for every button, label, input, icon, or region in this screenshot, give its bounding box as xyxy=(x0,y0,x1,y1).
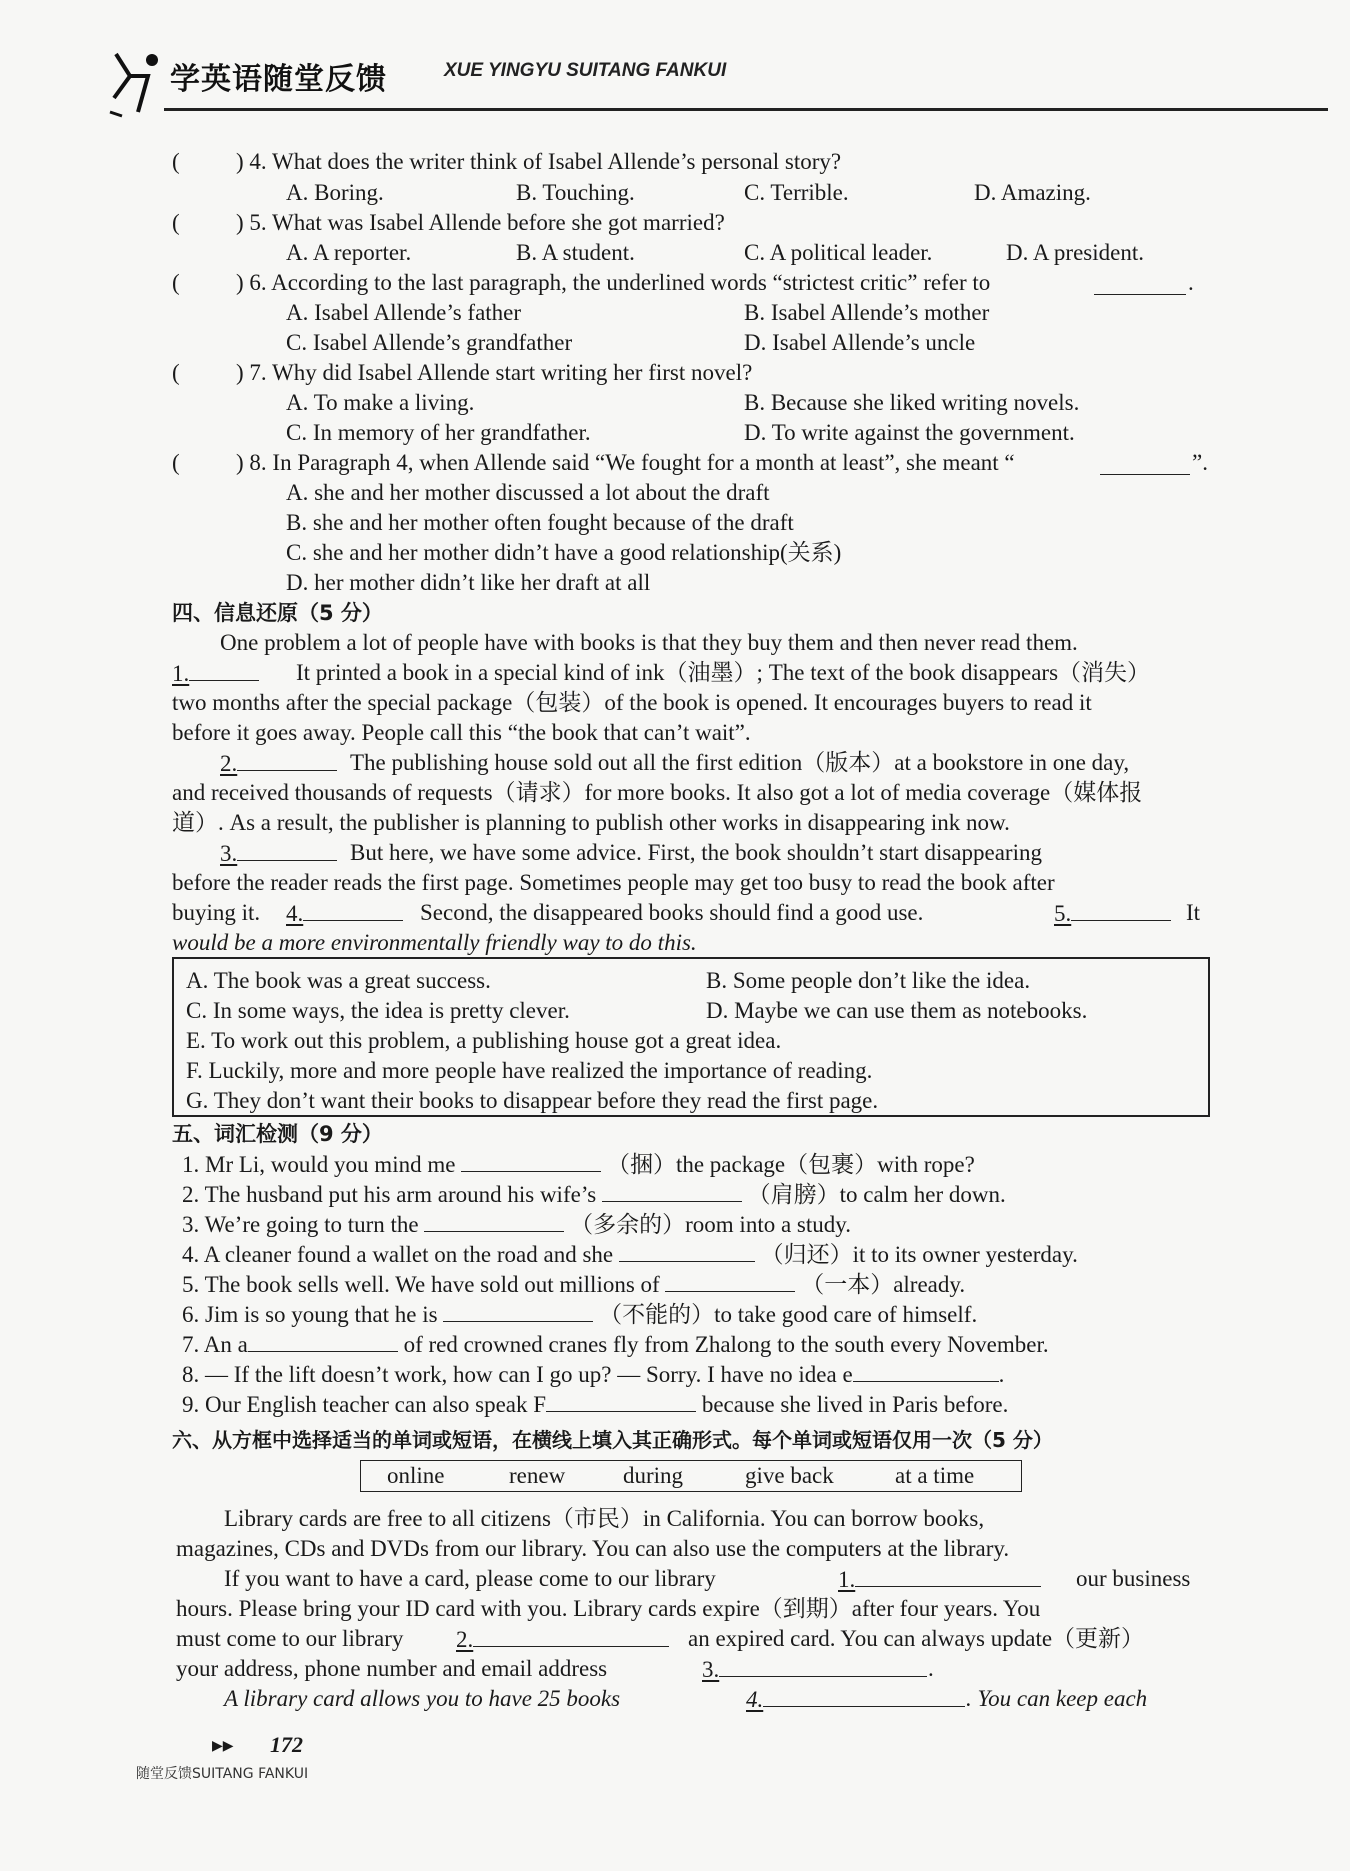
blank-number: 3. xyxy=(220,841,238,866)
option: D. her mother didn’t like her draft at all xyxy=(286,570,651,595)
passage-line: It xyxy=(1186,900,1201,925)
question-stem: ) 7. Why did Isabel Allende start writing her first novel? xyxy=(236,360,753,385)
option: C. Isabel Allende’s grandfather xyxy=(286,330,573,355)
blank-number: 1. xyxy=(172,661,190,686)
option: A. To make a living. xyxy=(286,390,475,415)
passage-line xyxy=(456,1624,669,1655)
answer-blank[interactable] xyxy=(461,1149,601,1172)
answer-blank[interactable] xyxy=(189,658,259,681)
section-6-title: 六、从方框中选择适当的单词或短语，在横线上填入其正确形式。每个单词或短语仅用一次（5 分） xyxy=(172,1428,1053,1452)
passage-line: But here, we have some advice. First, the book shouldn’t start disappearing xyxy=(350,840,1042,865)
vocab-hint: of red crowned cranes fly from Zhalong to the south every November. xyxy=(403,1332,1049,1357)
vocab-prompt: 8. — If the lift doesn’t work, how can I go up? — Sorry. I have no idea e xyxy=(182,1362,853,1387)
period: . xyxy=(1188,270,1194,295)
passage-line: Library cards are free to all citizens（市民）in California. You can borrow books, xyxy=(224,1506,985,1531)
answer-bracket[interactable]: ( xyxy=(172,450,180,475)
passage-line: hours. Please bring your ID card with you. Library cards expire（到期）after four years. You xyxy=(176,1596,1041,1621)
passage-line: If you want to have a card, please come to our library xyxy=(224,1566,716,1591)
passage-line: before the reader reads the first page. Sometimes people may get too busy to read the book after xyxy=(172,870,1055,895)
passage-line: One problem a lot of people have with books is that they buy them and then never read them. xyxy=(220,630,1078,655)
answer-bracket[interactable]: ( xyxy=(172,270,180,295)
answer-blank[interactable] xyxy=(1071,898,1171,921)
option: C. Terrible. xyxy=(744,180,849,205)
footer-brand: 随堂反馈SUITANG FANKUI xyxy=(136,1766,309,1782)
passage-line: must come to our library xyxy=(176,1626,404,1651)
passage-line xyxy=(746,1684,965,1715)
option: C. A political leader. xyxy=(744,240,933,265)
logo-mark-icon xyxy=(108,46,160,118)
option: A. Isabel Allende’s father xyxy=(286,300,522,325)
passage-line: A library card allows you to have 25 books xyxy=(224,1686,621,1711)
option: D. Isabel Allende’s uncle xyxy=(744,330,976,355)
question-stem: ) 8. In Paragraph 4, when Allende said “We fought for a month at least”, she meant “ xyxy=(236,450,1015,475)
word-bank-item: during xyxy=(623,1463,684,1488)
vocab-prompt: 6. Jim is so young that he is xyxy=(182,1302,438,1327)
blank-number: 2. xyxy=(456,1627,474,1652)
passage-line xyxy=(172,658,259,689)
answer-blank[interactable] xyxy=(1094,272,1186,295)
vocab-item xyxy=(182,1389,1008,1420)
option: D. Amazing. xyxy=(974,180,1091,205)
answer-blank[interactable] xyxy=(602,1179,742,1202)
answer-blank[interactable] xyxy=(665,1269,795,1292)
vocab-item xyxy=(182,1359,1004,1390)
passage-line: . You can keep each xyxy=(966,1686,1148,1711)
option-item: G. They don’t want their books to disappear before they read the first page. xyxy=(186,1088,879,1113)
passage-line xyxy=(220,838,337,869)
option-item: F. Luckily, more and more people have realized the importance of reading. xyxy=(186,1058,873,1083)
question-stem: ) 5. What was Isabel Allende before she got married? xyxy=(236,210,725,235)
page-arrow-icon: ▶▶ xyxy=(212,1739,234,1754)
passage-line xyxy=(702,1654,927,1685)
brand-pinyin: XUE YINGYU SUITANG FANKUI xyxy=(444,60,727,81)
option: C. In memory of her grandfather. xyxy=(286,420,591,445)
vocab-prompt: 3. We’re going to turn the xyxy=(182,1212,419,1237)
passage-line: would be a more environmentally friendly way to do this. xyxy=(172,930,697,955)
word-bank-item: give back xyxy=(745,1463,834,1488)
vocab-prompt: 4. A cleaner found a wallet on the road and she xyxy=(182,1242,614,1267)
answer-bracket[interactable]: ( xyxy=(172,210,180,235)
answer-blank[interactable] xyxy=(473,1624,669,1647)
option-item: C. In some ways, the idea is pretty clever. xyxy=(186,998,570,1023)
answer-blank[interactable] xyxy=(1100,452,1190,475)
answer-blank[interactable] xyxy=(763,1684,965,1707)
option: A. Boring. xyxy=(286,180,384,205)
option: C. she and her mother didn’t have a good relationship(关系) xyxy=(286,540,842,565)
vocab-hint: （肩膀）to calm her down. xyxy=(747,1182,1006,1207)
vocab-hint: （不能的）to take good care of himself. xyxy=(599,1302,978,1327)
passage-line: our business xyxy=(1076,1566,1191,1591)
option: B. Isabel Allende’s mother xyxy=(744,300,990,325)
blank-number: 3. xyxy=(702,1657,720,1682)
vocab-prompt: 1. Mr Li, would you mind me xyxy=(182,1152,456,1177)
answer-blank[interactable] xyxy=(424,1209,564,1232)
blank-number: 2. xyxy=(220,751,238,776)
page-header xyxy=(108,40,1328,122)
blank-number: 4. xyxy=(746,1687,764,1712)
vocab-item xyxy=(182,1269,965,1300)
passage-line: two months after the special package（包装）of the book is opened. It encourages buyers to read it xyxy=(172,690,1092,715)
passage-line xyxy=(286,898,403,929)
blank-number: 4. xyxy=(286,901,304,926)
section-4-title: 四、信息还原（5 分） xyxy=(172,601,383,625)
vocab-prompt: 7. An a xyxy=(182,1332,248,1357)
option: B. A student. xyxy=(516,240,635,265)
blank-number: 5. xyxy=(1054,901,1072,926)
answer-blank[interactable] xyxy=(443,1299,593,1322)
word-bank-item: at a time xyxy=(895,1463,975,1488)
vocab-prompt: 2. The husband put his arm around his wife’s xyxy=(182,1182,597,1207)
answer-bracket[interactable]: ( xyxy=(172,149,180,174)
option: B. she and her mother often fought because of the draft xyxy=(286,510,794,535)
section-5-title: 五、词汇检测（9 分） xyxy=(172,1122,383,1146)
vocab-hint: （归还）it to its owner yesterday. xyxy=(760,1242,1078,1267)
vocab-hint: . xyxy=(998,1362,1005,1387)
answer-blank[interactable] xyxy=(853,1359,999,1382)
passage-line: your address, phone number and email address xyxy=(176,1656,608,1681)
option-item: B. Some people don’t like the idea. xyxy=(706,968,1031,993)
vocab-hint: （一本）already. xyxy=(801,1272,966,1297)
answer-blank[interactable] xyxy=(546,1389,696,1412)
passage-line: . xyxy=(928,1656,934,1681)
passage-line: an expired card. You can always update（更新） xyxy=(688,1626,1145,1651)
vocab-hint: because she lived in Paris before. xyxy=(701,1392,1009,1417)
word-bank-item: online xyxy=(387,1463,445,1488)
answer-blank[interactable] xyxy=(237,748,337,771)
passage-line: before it goes away. People call this “the book that can’t wait”. xyxy=(172,720,751,745)
passage-line: and received thousands of requests（请求）for more books. It also got a lot of media coverage（媒体报 xyxy=(172,780,1143,805)
vocab-item xyxy=(182,1239,1078,1270)
answer-blank[interactable] xyxy=(303,898,403,921)
vocab-item xyxy=(182,1179,1006,1210)
option-item: E. To work out this problem, a publishing house got a great idea. xyxy=(186,1028,782,1053)
passage-line xyxy=(1054,898,1171,929)
word-bank-item: renew xyxy=(509,1463,566,1488)
answer-blank[interactable] xyxy=(248,1329,398,1352)
question-stem: ) 6. According to the last paragraph, the underlined words “strictest critic” refer to xyxy=(236,270,991,295)
option: D. To write against the government. xyxy=(744,420,1075,445)
option: A. A reporter. xyxy=(286,240,412,265)
answer-blank[interactable] xyxy=(719,1654,927,1677)
answer-blank[interactable] xyxy=(855,1564,1041,1587)
vocab-item xyxy=(182,1149,975,1180)
vocab-hint: （多余的）room into a study. xyxy=(570,1212,852,1237)
blank-number: 1. xyxy=(838,1567,856,1592)
option: D. A president. xyxy=(1006,240,1144,265)
vocab-item xyxy=(182,1329,1049,1360)
option: A. she and her mother discussed a lot about the draft xyxy=(286,480,770,505)
option: B. Touching. xyxy=(516,180,635,205)
page-number: 172 xyxy=(270,1732,303,1757)
passage-line: buying it. xyxy=(172,900,261,925)
option: B. Because she liked writing novels. xyxy=(744,390,1080,415)
passage-line: magazines, CDs and DVDs from our library. You can also use the computers at the library. xyxy=(176,1536,1010,1561)
brand-chinese: 学英语随堂反馈 xyxy=(170,62,387,97)
answer-bracket[interactable]: ( xyxy=(172,360,180,385)
answer-blank[interactable] xyxy=(619,1239,755,1262)
passage-line: Second, the disappeared books should find a good use. xyxy=(420,900,924,925)
question-stem: ) 4. What does the writer think of Isabel Allende’s personal story? xyxy=(236,149,842,174)
vocab-prompt: 9. Our English teacher can also speak F xyxy=(182,1392,547,1417)
stem-end: ”. xyxy=(1192,450,1208,475)
word-bank-box xyxy=(360,1460,1022,1492)
passage-line: It printed a book in a special kind of ink（油墨）; The text of the book disappears（消失） xyxy=(296,660,1151,685)
vocab-hint: （捆）the package（包裹）with rope? xyxy=(606,1152,975,1177)
vocab-item xyxy=(182,1209,851,1240)
passage-line: The publishing house sold out all the first edition（版本）at a bookstore in one day, xyxy=(350,750,1130,775)
option-item: A. The book was a great success. xyxy=(186,968,491,993)
passage-line xyxy=(220,748,337,779)
vocab-item xyxy=(182,1299,977,1330)
vocab-prompt: 5. The book sells well. We have sold out millions of xyxy=(182,1272,660,1297)
header-rule xyxy=(164,108,1328,111)
option-item: D. Maybe we can use them as notebooks. xyxy=(706,998,1088,1023)
passage-line: 道）. As a result, the publisher is planning to publish other works in disappearing ink now. xyxy=(172,810,1010,835)
passage-line xyxy=(838,1564,1041,1595)
answer-blank[interactable] xyxy=(237,838,337,861)
